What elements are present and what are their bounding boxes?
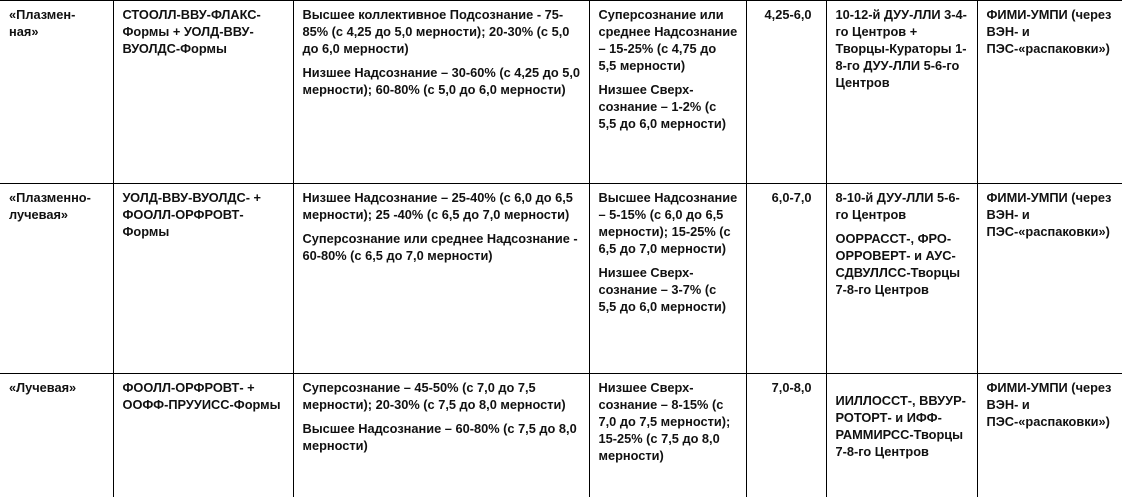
consciousness-paragraph: Низшее Надсознание – 25-40% (с 6,0 до 6,5 мерности); 25 -40% (с 6,5 до 7,0 мерности) — [303, 189, 581, 223]
transfer-cell — [977, 1, 1122, 184]
dimension-range: 4,25-6,0 — [756, 6, 812, 23]
transfer-text: ФИМИ-УМПИ (через ВЭН- и ПЭС-«распаковки») — [987, 379, 1115, 430]
matter-name: «Плазмен-ная» — [9, 6, 105, 40]
forms-text: УОЛД-ВВУ-ВУОЛДС- + ФООЛЛ-ОРФРОВТ-Формы — [123, 189, 285, 240]
consciousness-paragraph: Высшее Надсознание – 60-80% (с 7,5 до 8,0 мерности) — [303, 420, 581, 454]
centers-paragraph: ООРРАССТ-, ФРО-ОРРОВЕРТ- и АУС-СДВУЛЛСС-Творцы 7-8-го Центров — [836, 230, 969, 298]
centers-cell — [826, 374, 977, 497]
secondary-paragraph: Низшее Сверх-сознание – 1-2% (с 5,5 до 6,0 мерности) — [599, 81, 738, 132]
consciousness-cell — [293, 184, 589, 374]
matter-name-cell — [0, 184, 113, 374]
matter-name: «Плазменно-лучевая» — [9, 189, 105, 223]
dimension-range: 7,0-8,0 — [756, 379, 812, 396]
forms-cell — [113, 1, 293, 184]
consciousness-paragraph: Суперсознание – 45-50% (с 7,0 до 7,5 мерности); 20-30% (с 7,5 до 8,0 мерности) — [303, 379, 581, 413]
table-row — [0, 184, 1122, 374]
forms-cell — [113, 184, 293, 374]
consciousness-cell — [293, 374, 589, 497]
table-row — [0, 374, 1122, 497]
matter-name: «Лучевая» — [9, 379, 105, 396]
consciousness-paragraph: Низшее Надсознание – 30-60% (с 4,25 до 5,0 мерности); 60-80% (с 5,0 до 6,0 мерности) — [303, 64, 581, 98]
secondary-consciousness-cell — [589, 374, 746, 497]
forms-cell — [113, 374, 293, 497]
transfer-cell — [977, 374, 1122, 497]
dimension-range-cell — [746, 374, 826, 497]
secondary-paragraph: Высшее Надсознание – 5-15% (с 6,0 до 6,5 мерности); 15-25% (с 6,5 до 7,0 мерности) — [599, 189, 738, 257]
secondary-consciousness-cell — [589, 184, 746, 374]
centers-paragraph: 10-12-й ДУУ-ЛЛИ 3-4-го Центров + Творцы-Кураторы 1-8-го ДУУ-ЛЛИ 5-6-го Центров — [836, 6, 969, 91]
dimension-range-cell — [746, 184, 826, 374]
centers-cell — [826, 184, 977, 374]
transfer-cell — [977, 184, 1122, 374]
transfer-text: ФИМИ-УМПИ (через ВЭН- и ПЭС-«распаковки») — [987, 189, 1115, 240]
forms-text: ФООЛЛ-ОРФРОВТ- + ООФФ-ПРУУИСС-Формы — [123, 379, 285, 413]
matter-name-cell — [0, 1, 113, 184]
forms-text: СТООЛЛ-ВВУ-ФЛАКС-Формы + УОЛД-ВВУ-ВУОЛДС-Формы — [123, 6, 285, 57]
dimension-range: 6,0-7,0 — [756, 189, 812, 206]
centers-paragraph: 8-10-й ДУУ-ЛЛИ 5-6-го Центров — [836, 189, 969, 223]
consciousness-paragraph: Суперсознание или среднее Надсознание - 60-80% (с 6,5 до 7,0 мерности) — [303, 230, 581, 264]
table-row — [0, 1, 1122, 184]
consciousness-paragraph: Высшее коллективное Подсознание - 75-85% (с 4,25 до 5,0 мерности); 20-30% (с 5,0 до 6,0 мерности) — [303, 6, 581, 57]
matter-name-cell — [0, 374, 113, 497]
dimension-range-cell — [746, 1, 826, 184]
secondary-paragraph: Низшее Сверх-сознание – 3-7% (с 5,5 до 6,0 мерности) — [599, 264, 738, 315]
transfer-text: ФИМИ-УМПИ (через ВЭН- и ПЭС-«распаковки») — [987, 6, 1115, 57]
secondary-paragraph: Суперсознание или среднее Надсознание – 15-25% (с 4,75 до 5,5 мерности) — [599, 6, 738, 74]
centers-cell — [826, 1, 977, 184]
secondary-consciousness-cell — [589, 1, 746, 184]
consciousness-cell — [293, 1, 589, 184]
secondary-paragraph: Низшее Сверх-сознание – 8-15% (с 7,0 до 7,5 мерности); 15-25% (с 7,5 до 8,0 мерности) — [599, 379, 738, 464]
centers-paragraph: ИИЛЛОССТ-, ВВУУР-РОТОРТ- и ИФФ-РАММИРСС-Творцы 7-8-го Центров — [836, 392, 969, 460]
